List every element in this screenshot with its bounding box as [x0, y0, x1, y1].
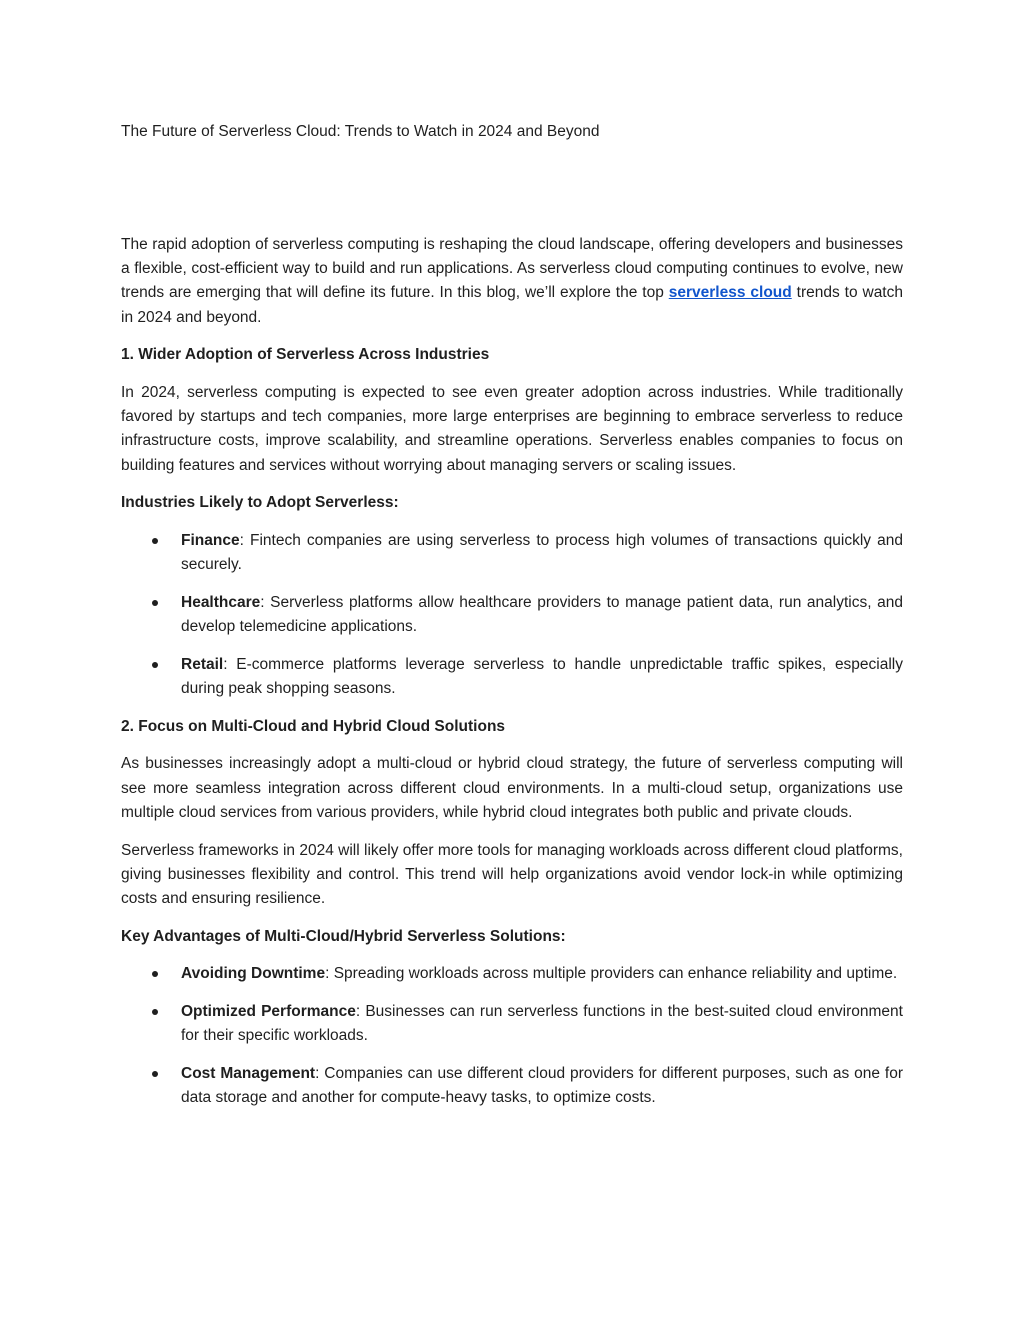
list-item	[121, 962, 903, 986]
advantages-list	[121, 962, 903, 1110]
document-title: The Future of Serverless Cloud: Trends to Watch in 2024 and Beyond	[121, 123, 600, 140]
bullet-icon	[152, 662, 158, 668]
list-item	[121, 1062, 903, 1110]
bullet-term: Healthcare	[181, 593, 261, 611]
bullet-icon	[152, 971, 158, 977]
bullet-text: : Spreading workloads across multiple providers can enhance reliability and uptime.	[325, 965, 898, 983]
bullet-icon	[152, 600, 158, 606]
bullet-term: Retail	[181, 655, 224, 673]
list-item	[121, 1000, 903, 1048]
bullet-text: : E-commerce platforms leverage serverless to handle unpredictable traffic spikes, especially during peak shopping seasons.	[181, 655, 903, 698]
bullet-term: Cost Management	[181, 1064, 316, 1082]
bullet-icon	[152, 1071, 158, 1077]
section2-subheading: Key Advantages of Multi-Cloud/Hybrid Serverless Solutions:	[121, 927, 566, 945]
list-item	[121, 529, 903, 577]
bullet-text: : Serverless platforms allow healthcare providers to manage patient data, run analytics, and develop telemedicine applications.	[181, 593, 903, 636]
section1-paragraph: In 2024, serverless computing is expected to see even greater adoption across industries. While traditionally favored by startups and tech companies, more large enterprises are beginning to embrace serverless to reduce infrastructure costs, improve scalability, and streamline operations. Serverless enables companies to focus on building features and services without worrying about managing servers or scaling issues.	[121, 384, 903, 474]
section2-paragraph-2: Serverless frameworks in 2024 will likely offer more tools for managing workloads across different cloud platforms, giving businesses flexibility and control. This trend will help organizations avoid vendor lock-in while optimizing costs and ensuring resilience.	[121, 841, 903, 907]
industries-list	[121, 529, 903, 701]
bullet-term: Finance	[181, 532, 240, 550]
section1-heading: 1. Wider Adoption of Serverless Across Industries	[121, 346, 490, 364]
intro-paragraph	[121, 233, 903, 330]
intro-text-after-link: trends to watch in 2024 and beyond.	[121, 284, 903, 326]
bullet-text: : Companies can use different cloud providers for different purposes, such as one for data storage and another for compute-heavy tasks, to optimize costs.	[181, 1064, 903, 1107]
bullet-text: : Fintech companies are using serverless to process high volumes of transactions quickly and securely.	[181, 532, 903, 574]
bullet-text: : Businesses can run serverless functions in the best-suited cloud environment for their specific workloads.	[181, 1003, 903, 1045]
list-item	[121, 653, 903, 701]
serverless-cloud-link[interactable]: serverless cloud	[668, 284, 792, 302]
section2-paragraph-1: As businesses increasingly adopt a multi-cloud or hybrid cloud strategy, the future of serverless computing will see more seamless integration across different cloud environments. In a multi-cloud setup, organizations use multiple cloud services from various providers, while hybrid cloud integrates both public and private clouds.	[121, 755, 903, 821]
section2-heading: 2. Focus on Multi-Cloud and Hybrid Cloud Solutions	[121, 717, 506, 735]
document-body	[121, 233, 903, 1124]
bullet-icon	[152, 1009, 158, 1015]
bullet-term: Avoiding Downtime	[181, 965, 326, 983]
bullet-icon	[152, 538, 158, 544]
list-item	[121, 591, 903, 639]
bullet-term: Optimized Performance	[181, 1003, 356, 1021]
intro-text-before-link: The rapid adoption of serverless computing is reshaping the cloud landscape, offering developers and businesses a flexible, cost-efficient way to build and run applications. As serverless cloud computing continues to evolve, new trends are emerging that will define its future. In this blog, we’ll explore the top	[121, 236, 903, 302]
section1-subheading: Industries Likely to Adopt Serverless:	[121, 494, 399, 512]
